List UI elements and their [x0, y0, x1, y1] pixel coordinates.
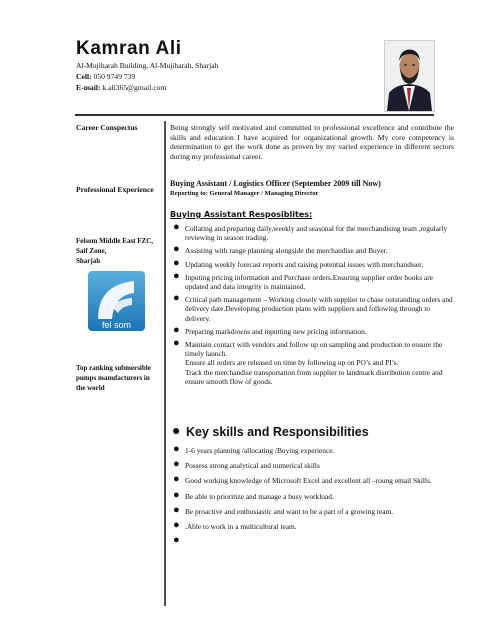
skill-item [172, 488, 456, 501]
logo-wordmark: fel som [101, 320, 132, 330]
bullet-icon: ● [173, 443, 180, 455]
skills-list [172, 443, 456, 547]
bullet-icon: ● [173, 458, 180, 471]
profile-photo-portrait [385, 41, 434, 111]
tagline-line-2: pumps manufacturers in [76, 374, 150, 382]
profile-photo [384, 40, 435, 112]
bullet-icon: ● [173, 488, 180, 501]
job-title: Buying Assistant / Logistics Officer (September 2009 till Now) [170, 179, 381, 188]
bullet-icon: ● [173, 269, 180, 282]
skills-heading-bullet-icon: ● [172, 424, 181, 439]
duty-text: Inputing pricing information and Purchase orders.Ensuring supplier order books are updated and data integrity is maintained. [185, 272, 433, 292]
bullet-icon: ● [173, 256, 180, 269]
company-zone: Saif Zone, [76, 247, 107, 255]
header-divider [75, 114, 434, 116]
company-name: Felsom Middle East FZC, [76, 237, 153, 245]
cell-value: 050 9749 739 [93, 72, 136, 82]
duty-continuation [172, 368, 456, 386]
skill-text: Possess strong analytical and numerical skills [185, 461, 320, 471]
duty-item [172, 323, 456, 336]
email-line [76, 82, 218, 93]
career-paragraph: Being strongly self motivated and committed to professional excellence and contribute the skills and education I have acquired for organizational growth. My core competency is determination to get the work done as proven by my varied experience in different sectors during my professional career. [170, 123, 454, 161]
tagline-line-3: the world [76, 384, 105, 392]
bullet-icon: ● [173, 534, 180, 547]
skill-text: Be proactive and enthusiastic and want to be a part of a growing team. [185, 506, 394, 516]
skill-item [172, 473, 456, 486]
email-label: E-mail: [76, 83, 101, 93]
skill-text: Good working knowledge of Microsoft Excel and excellent all –roung email Skills. [185, 476, 432, 486]
duty-text: Updating weekly forecast reports and raising potential issues with merchandiser. [185, 259, 424, 269]
cell-label: Cell: [76, 72, 92, 82]
duty-text: Ensure all orders are released on time by following up on PO’s and PI’s. [185, 358, 399, 368]
key-skills-heading: Key skills and Responsibilities [186, 425, 369, 439]
company-city: Sharjah [76, 257, 101, 265]
duty-item [172, 292, 456, 323]
duty-continuation [172, 358, 456, 367]
duties-list [172, 221, 456, 386]
skill-item [172, 519, 456, 532]
company-tagline [76, 363, 151, 393]
duty-text: Preparing markdowns and inputting new pricing information. [185, 326, 367, 336]
duty-text: Track the merchandise transportation from supplier to landmark distribution centre and ensure smooth flow of goods. [185, 367, 443, 386]
duty-item [172, 221, 456, 243]
duty-item [172, 256, 456, 269]
felsom-logo [88, 271, 145, 331]
duty-item [172, 243, 456, 256]
bullet-icon: ● [173, 221, 180, 233]
duty-text: Critical path management – Working closely with supplier to chase outstanding orders and delivery date.Developing production plans with suppliers and following through to delivery. [185, 295, 453, 323]
bullet-icon: ● [173, 503, 180, 516]
bullet-icon: ● [173, 519, 180, 532]
candidate-name: Kamran Ali [76, 38, 182, 59]
email-value[interactable]: k.ali365@gmail.com [102, 83, 167, 93]
contact-block [76, 60, 218, 94]
duty-text: Maintain contact with vendors and follow up on sampling and production to ensure the timely launch. [185, 340, 443, 359]
bullet-icon: ● [173, 323, 180, 336]
bullet-icon: ● [173, 243, 180, 256]
duty-item [172, 269, 456, 292]
skill-item [172, 443, 456, 455]
bullet-icon: ● [173, 473, 180, 486]
cell-line [76, 71, 218, 82]
address-line: Al-Mujiharah Building, Al-Mujiharah, Sharjah [76, 61, 219, 70]
skill-text: .Able to work in a multicultural team. [185, 522, 297, 532]
reporting-line: Reporting to: General Manager / Managing Director [170, 190, 319, 197]
skill-item [172, 503, 456, 516]
bullet-icon: ● [173, 292, 180, 305]
duty-text: Collating and preparing daily,weekly and seasonal for the merchandising team ,regularly reviewing in season trading. [185, 224, 448, 243]
responsibilities-heading: Buying Assistant Resposiblites: [170, 210, 313, 219]
duty-item [172, 337, 456, 359]
career-conspectus-label: Career Conspectus [76, 123, 138, 132]
felsom-logo-mark [88, 271, 145, 331]
skill-text: Be able to prioritize and manage a busy workload. [185, 491, 334, 501]
duty-text: Assisting with range planning alongside the merchandise and Buyer. [185, 246, 388, 256]
company-block [76, 236, 153, 266]
professional-experience-label: Professional Experience [76, 185, 154, 194]
bullet-icon: ● [173, 337, 180, 350]
skill-text: 1-6 years planning /allocating /Buying experience. [185, 446, 335, 455]
skill-item [172, 458, 456, 471]
column-divider [164, 121, 166, 606]
tagline-line-1: Top ranking submersible [76, 364, 151, 372]
